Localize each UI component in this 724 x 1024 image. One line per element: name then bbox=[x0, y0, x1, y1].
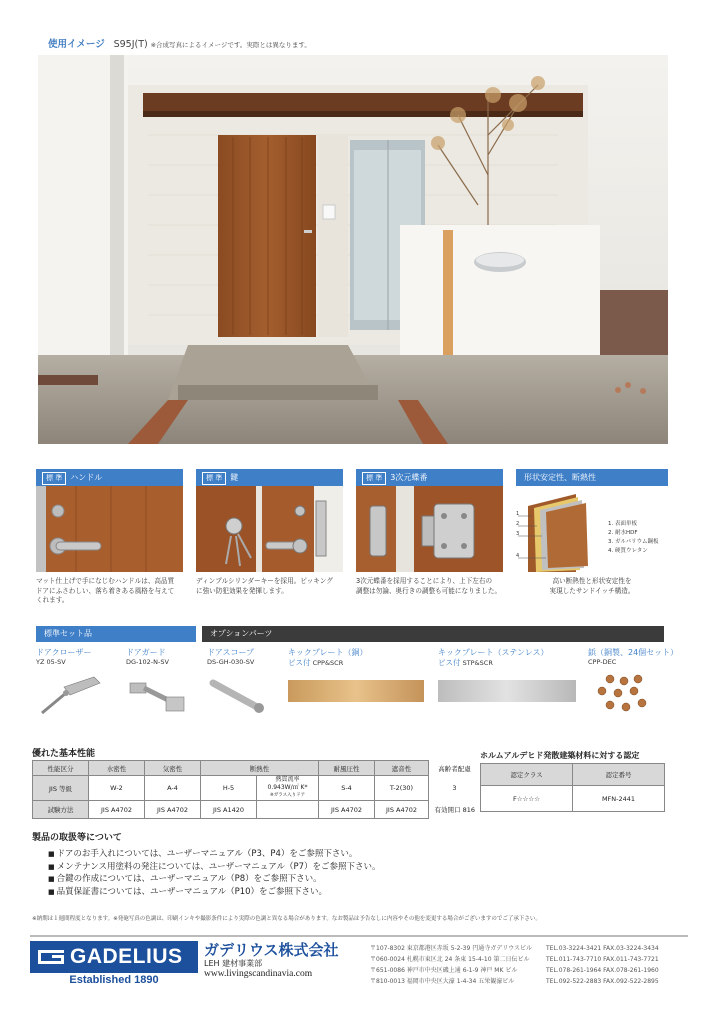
feature-header bbox=[196, 469, 343, 486]
key-cylinder-icon bbox=[196, 486, 343, 572]
layer-number: 2 bbox=[516, 521, 520, 527]
product-studs bbox=[588, 648, 678, 723]
product-code: YZ 05-SV bbox=[36, 658, 66, 666]
layer-number: 4 bbox=[516, 553, 520, 559]
feature-tag: 標 準 bbox=[202, 472, 226, 485]
product-sub: ビス付 bbox=[288, 658, 311, 667]
door-handle-icon bbox=[36, 486, 183, 572]
feature-tag: 標 準 bbox=[362, 472, 386, 485]
list-item: ■ 合鍵の作成については、ユーザーマニュアル（P8）をご参照下さい。 bbox=[48, 873, 380, 886]
performance-title: 優れた基本性能 bbox=[32, 749, 96, 759]
entrance-photo bbox=[38, 55, 668, 444]
door-closer-icon bbox=[36, 673, 106, 719]
list-item: ■ ドアのお手入れについては、ユーザーマニュアル（P3、P4）をご参照下さい。 bbox=[48, 848, 380, 861]
disclaimer: ※納期は１週間程度となります。※発砲写真の色調は、印刷インキや撮影条件により実際の色調と異なる場合があります。なお製品は予告なしに内容やその他を変更する場合がございますのでご了承下さい。 bbox=[32, 916, 541, 922]
product-code: CPP&SCR bbox=[312, 659, 344, 667]
feature-title: 鍵 bbox=[230, 473, 239, 482]
feature-title: 形状安定性、断熱性 bbox=[524, 473, 596, 482]
product-name: 鋲（銅製、24個セット） bbox=[588, 648, 679, 657]
door-scope-icon bbox=[207, 673, 267, 719]
feature-key bbox=[196, 469, 343, 596]
copper-studs-icon bbox=[588, 673, 658, 719]
established-text: Established 1890 bbox=[69, 974, 159, 986]
layer-number: 1 bbox=[516, 511, 520, 517]
office-phones: TEL.03-3224-3421 FAX.03-3224-3434 TEL.011-743-7710 FAX.011-743-7721 TEL.078-261-1964 FAX.078-261-1960 TEL.092-522-2883 FAX.092-522-2895 bbox=[546, 945, 659, 985]
product-code: DG-102-N-SV bbox=[126, 658, 169, 666]
stainless-plate-swatch bbox=[438, 680, 576, 702]
standard-set-header: 標準セット品 bbox=[36, 626, 196, 642]
feature-header bbox=[516, 469, 668, 486]
footer-divider bbox=[30, 935, 688, 937]
entrance-illustration bbox=[38, 55, 668, 444]
company-url[interactable]: www.livingscandinavia.com bbox=[204, 969, 313, 979]
product-name: キックプレート（銅） bbox=[288, 648, 368, 657]
product-door-closer bbox=[36, 648, 106, 723]
company-name: ガデリウス株式会社 bbox=[204, 941, 339, 959]
copper-plate-swatch bbox=[288, 680, 424, 702]
product-kick-plate-stainless bbox=[438, 648, 576, 702]
office-addresses: 〒107-8302 東京都港区赤坂 5-2-39 円通寺ガデリウスビル 〒060-0024 札幌市東区北 24 条東 15-4-10 第二日伝ビル 〒651-0086 神戸市中央区磯上通 6-1-9 神戸 MK ビル 〒810-0013 福岡市中央区大濠 1-4-34 五栄観濠ビル bbox=[370, 945, 533, 985]
product-door-scope bbox=[207, 648, 267, 723]
handling-list bbox=[48, 848, 380, 898]
product-sub: ビス付 bbox=[438, 658, 461, 667]
feature-desc: 高い断熱性と形状安定性を 実現したサンドイッチ構造。 bbox=[549, 577, 635, 595]
handle-image bbox=[36, 486, 183, 572]
usage-caption bbox=[48, 36, 311, 50]
feature-desc: ディンプルシリンダーキーを採用。ピッキング に強い防犯効果を発揮します。 bbox=[196, 577, 333, 595]
list-item: ■ 品質保証書については、ユーザーマニュアル（P10）をご参照下さい。 bbox=[48, 886, 380, 899]
options-header: オプションパーツ bbox=[202, 626, 664, 642]
product-code: STP&SCR bbox=[462, 659, 493, 667]
product-kick-plate-copper bbox=[288, 648, 424, 702]
product-door-guard bbox=[126, 648, 196, 723]
hinge-image bbox=[356, 486, 503, 572]
product-name: ドアクローザー bbox=[36, 648, 92, 657]
feature-hinge bbox=[356, 469, 503, 596]
feature-desc: 3次元蝶番を採用することにより、上下左右の 調整は勿論、奥行きの調整も可能になりました。 bbox=[356, 577, 502, 595]
performance-table: 性能区分 水密性 気密性 断熱性 耐風圧性 遮音性 高齢者配慮 JIS 等級 W-2 A-4 H-5 熱貫流率 0.943W/㎡ K* ※ガラス入りドア S-4 T-2(30) 3 試験方法 JIS A4702 JIS A4702 JIS A1420 JIS A4702 JIS A4702 有効開口 816 bbox=[32, 760, 481, 819]
product-name: ドアガード bbox=[126, 648, 166, 657]
certification-table: 認定クラス 認定番号 F☆☆☆☆ MFN-2441 bbox=[480, 763, 665, 812]
feature-tag: 標 準 bbox=[42, 472, 66, 485]
layer-legend: 1. 表面単板 2. 耐水HDF 3. ガルバリウム鋼板 4. 硬質ウレタン bbox=[608, 521, 659, 554]
product-name: キックプレート（ステンレス） bbox=[438, 648, 549, 657]
sandwich-structure-image bbox=[516, 486, 668, 572]
logo-mark-icon bbox=[38, 950, 64, 964]
logo-text: GADELIUS bbox=[70, 945, 183, 968]
certification-title: ホルムアルデヒド発散建築材料に対する認定 bbox=[480, 751, 640, 760]
list-item: ■ メンテナンス用塗料の発注については、ユーザーマニュアル（P7）をご参照下さい。 bbox=[48, 861, 380, 874]
product-name: ドアスコープ bbox=[207, 648, 255, 657]
product-code: CPP-DEC bbox=[588, 658, 617, 666]
company-division: LEH 建材事業部 bbox=[204, 959, 263, 968]
feature-desc: マット仕上げで手になじむハンドルは、高品質 ドアにふさわしい、落ち着きある風格を与えて くれます。 bbox=[36, 577, 175, 604]
feature-insulation bbox=[516, 469, 668, 596]
layer-number: 3 bbox=[516, 531, 520, 537]
feature-handle bbox=[36, 469, 183, 606]
door-guard-icon bbox=[126, 673, 196, 719]
usage-title: 使用イメージ bbox=[48, 39, 105, 50]
feature-header bbox=[356, 469, 503, 486]
handling-title: 製品の取扱等について bbox=[32, 833, 122, 843]
key-image bbox=[196, 486, 343, 572]
product-code: DS-GH-030-SV bbox=[207, 658, 255, 666]
company-logo bbox=[30, 941, 198, 973]
feature-title: 3次元蝶番 bbox=[390, 473, 428, 482]
feature-header bbox=[36, 469, 183, 486]
hinge-icon bbox=[356, 486, 503, 572]
usage-note: ※合成写真によるイメージです。実際とは異なります。 bbox=[150, 41, 311, 49]
usage-model: S95J(T) bbox=[113, 39, 148, 50]
feature-title: ハンドル bbox=[70, 473, 103, 482]
